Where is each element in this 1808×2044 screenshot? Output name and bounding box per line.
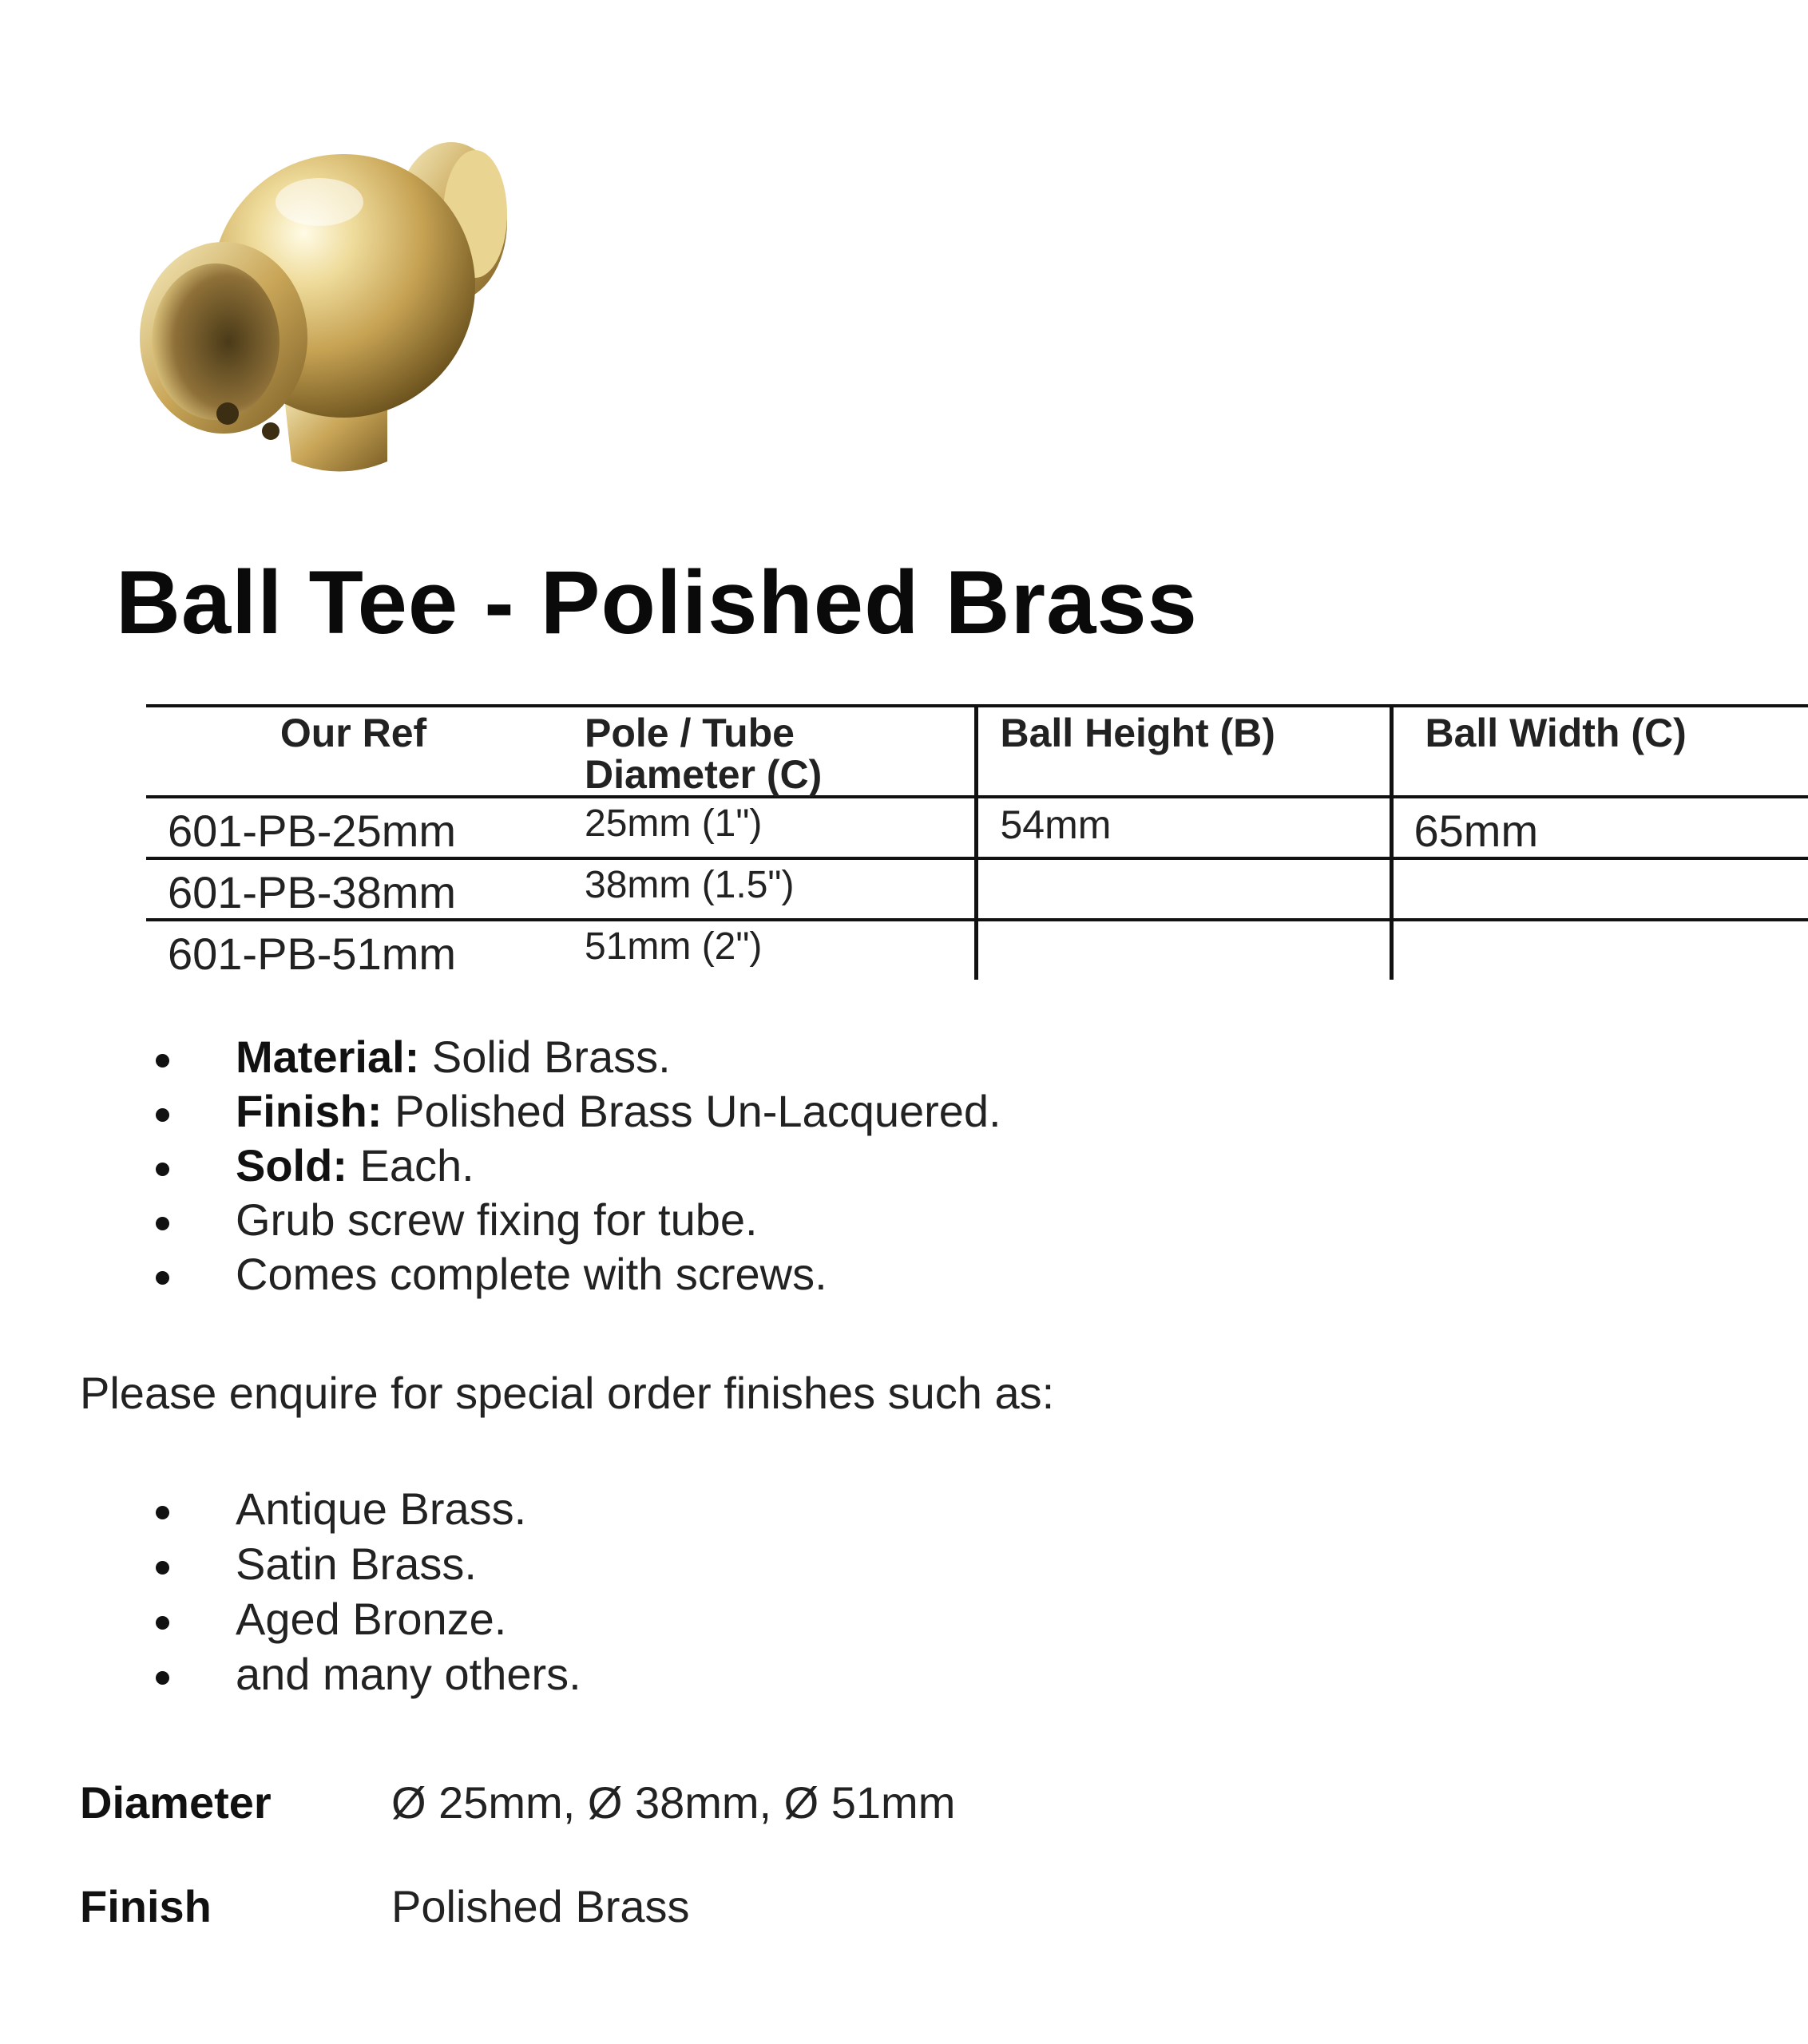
cell-ball-height xyxy=(976,920,1391,980)
list-item xyxy=(156,1084,1001,1139)
feature-text: Grub screw fixing for tube. xyxy=(236,1194,758,1245)
bullet-icon xyxy=(156,1163,169,1176)
diameter-label: Diameter xyxy=(80,1777,272,1828)
header-ball-height: Ball Height (B) xyxy=(976,706,1391,797)
feature-text: Each. xyxy=(347,1140,474,1190)
table-row xyxy=(146,797,1808,858)
cell-ball-width: 65mm xyxy=(1391,797,1808,858)
cell-ball-width xyxy=(1391,920,1808,980)
cell-ball-width xyxy=(1391,858,1808,920)
product-image xyxy=(132,126,531,485)
finish-option: Aged Bronze. xyxy=(236,1594,507,1644)
list-item xyxy=(156,1139,1001,1193)
diameter-value: Ø 25mm, Ø 38mm, Ø 51mm xyxy=(391,1777,956,1828)
bullet-icon xyxy=(156,1506,169,1519)
list-item xyxy=(156,1536,581,1591)
list-item xyxy=(156,1591,581,1646)
features-list xyxy=(156,1030,1001,1301)
cell-ball-height: 54mm xyxy=(976,797,1391,858)
cell-ref: 601-PB-51mm xyxy=(168,929,457,979)
list-item xyxy=(156,1030,1001,1084)
cell-ref: 601-PB-25mm xyxy=(146,797,585,858)
table-header-row xyxy=(146,706,1808,797)
bullet-icon xyxy=(156,1217,169,1230)
bullet-icon xyxy=(156,1616,169,1630)
cell-diameter: 38mm (1.5") xyxy=(585,858,976,920)
bullet-icon xyxy=(156,1271,169,1285)
finish-label: Finish xyxy=(80,1881,212,1931)
table-row xyxy=(146,920,1808,980)
feature-text: Polished Brass Un-Lacquered. xyxy=(382,1086,1001,1136)
finish-option: and many others. xyxy=(236,1649,581,1699)
list-item xyxy=(156,1247,1001,1301)
feature-label: Material: xyxy=(236,1032,420,1082)
feature-label: Sold: xyxy=(236,1140,347,1190)
feature-text: Solid Brass. xyxy=(419,1032,671,1082)
feature-label: Finish: xyxy=(236,1086,383,1136)
header-our-ref: Our Ref xyxy=(146,706,585,797)
feature-text: Comes complete with screws. xyxy=(236,1249,827,1299)
header-ball-width: Ball Width (C) xyxy=(1391,706,1808,797)
bullet-icon xyxy=(156,1054,169,1068)
finish-value: Polished Brass xyxy=(391,1881,690,1931)
list-item xyxy=(156,1193,1001,1247)
cell-diameter: 51mm (2") xyxy=(585,925,763,968)
cell-ball-height xyxy=(976,858,1391,920)
list-item xyxy=(156,1646,581,1701)
bullet-icon xyxy=(156,1671,169,1685)
cell-diameter: 25mm (1") xyxy=(585,797,976,858)
finish-option: Antique Brass. xyxy=(236,1483,527,1534)
page-title: Ball Tee - Polished Brass xyxy=(116,553,1198,652)
bullet-icon xyxy=(156,1108,169,1122)
finish-option: Satin Brass. xyxy=(236,1539,477,1589)
special-finishes-list xyxy=(156,1481,581,1701)
bullet-icon xyxy=(156,1561,169,1575)
enquire-text: Please enquire for special order finishes such as: xyxy=(80,1368,1055,1418)
list-item xyxy=(156,1481,581,1536)
table-row xyxy=(146,858,1808,920)
cell-ref: 601-PB-38mm xyxy=(146,858,585,920)
spec-table xyxy=(146,704,1808,980)
header-diameter: Pole / Tube Diameter (C) xyxy=(585,706,976,797)
